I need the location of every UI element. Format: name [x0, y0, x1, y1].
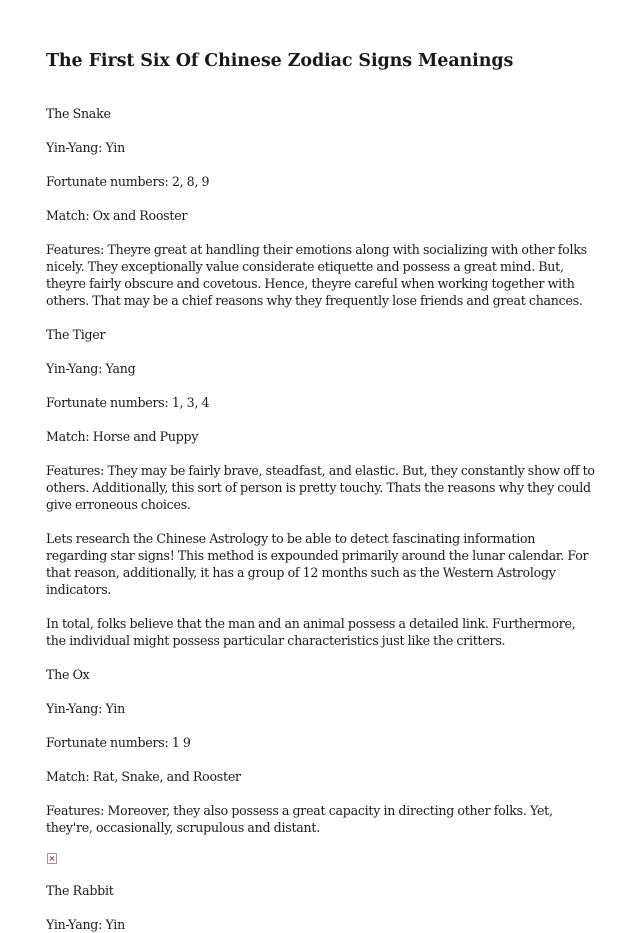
paragraph: In total, folks believe that the man and an animal possess a detailed link. Furthermore, the individual might possess particular characteristics just like the critters.: [46, 616, 576, 648]
paragraph: Yin-Yang: Yang: [46, 361, 136, 376]
paragraph: The Rabbit: [46, 883, 114, 898]
paragraph: Fortunate numbers: 1, 3, 4: [46, 395, 210, 410]
paragraph: Yin-Yang: Yin: [46, 917, 125, 932]
paragraph: Match: Rat, Snake, and Rooster: [46, 769, 241, 784]
paragraph: Fortunate numbers: 1 9: [46, 735, 191, 750]
paragraph: Features: Moreover, they also possess a great capacity in directing other folks. Yet, they're, occasionally, scrupulous and distant.: [46, 803, 553, 835]
paragraph: Lets research the Chinese Astrology to be able to detect fascinating information regarding star signs! This method is expounded primarily around the lunar calendar. For that reason, additionally, it has a group of 12 months such as the Western Astrology indicators.: [46, 531, 589, 597]
paragraph: Match: Horse and Puppy: [46, 429, 199, 444]
paragraph: Yin-Yang: Yin: [46, 140, 125, 155]
page-title: The First Six Of Chinese Zodiac Signs Meanings: [46, 51, 514, 71]
paragraph: The Snake: [46, 106, 111, 121]
paragraph: Features: Theyre great at handling their emotions along with socializing with other folks nicely. They exceptionally value considerate etiquette and possess a great mind. But, theyre fairly obscure and covetous. Hence, theyre careful when working together with others. That may be a chief reasons why they frequently lose friends and great chances.: [46, 242, 587, 308]
broken-image-icon: [47, 853, 57, 864]
paragraph: Features: They may be fairly brave, steadfast, and elastic. But, they constantly show off to others. Additionally, this sort of person is pretty touchy. Thats the reasons why they could give erroneous choices.: [46, 463, 595, 512]
paragraph: Yin-Yang: Yin: [46, 701, 125, 716]
paragraph: The Ox: [46, 667, 90, 682]
paragraph: The Tiger: [46, 327, 106, 342]
paragraph: Match: Ox and Rooster: [46, 208, 188, 223]
paragraph: Fortunate numbers: 2, 8, 9: [46, 174, 210, 189]
image-container: [46, 853, 598, 882]
